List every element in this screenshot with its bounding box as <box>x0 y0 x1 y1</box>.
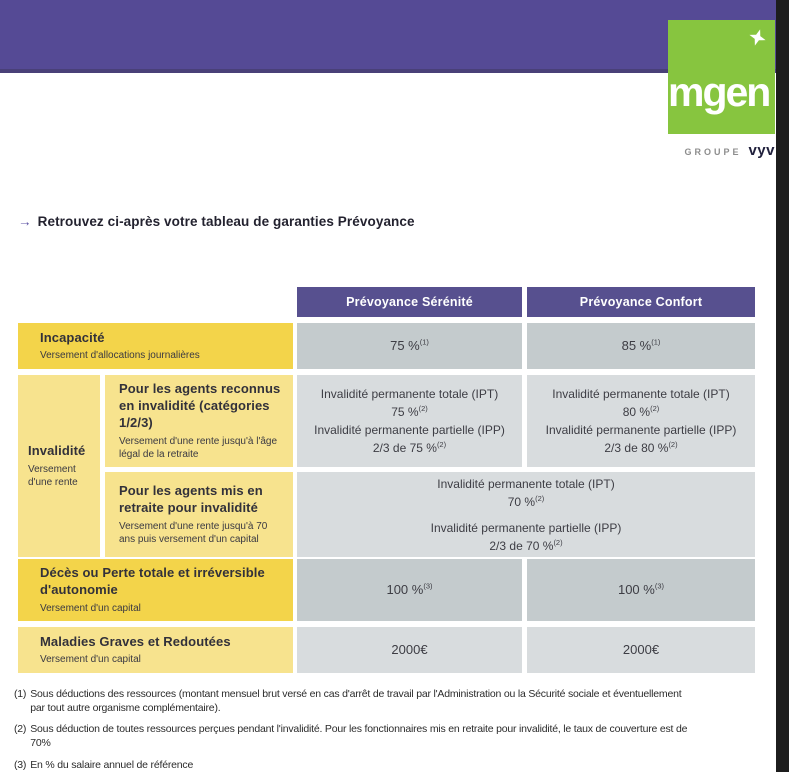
value-text: 2000€ <box>622 642 660 658</box>
row-label-invalidite <box>18 375 100 557</box>
row-subtitle: Versement d'allocations journalières <box>40 350 200 362</box>
mgen-logo-text: mgen <box>668 69 770 115</box>
value-agents-reconnus-confort <box>527 375 755 467</box>
subrow-title: Pour les agents mis en retraite pour invalidité <box>119 483 263 515</box>
footnote-ref: (1) <box>419 337 429 347</box>
footnote-marker: (3) <box>14 758 27 771</box>
column-header-serenite: Prévoyance Sérénité <box>297 287 522 317</box>
value-text: 100 % <box>386 582 424 598</box>
footnote-2 <box>14 723 694 750</box>
footnote-ref: (2) <box>436 440 447 449</box>
groupe-word: GROUPE <box>684 147 742 157</box>
footnotes <box>14 688 694 772</box>
value-text: 75 % <box>390 338 420 354</box>
value-incapacite-confort <box>527 323 755 369</box>
top-banner <box>0 0 776 73</box>
row-subtitle: Versement d'un capital <box>40 654 141 666</box>
value-text: 75 % <box>391 405 419 419</box>
vyv-wordmark: vyv <box>748 142 775 159</box>
value-incapacite-serenite <box>297 323 522 369</box>
subrow-title: Pour les agents reconnus en invalidité (catégories 1/2/3) <box>119 381 281 430</box>
value-text: 2000€ <box>391 642 428 658</box>
footnote-marker: (1) <box>14 688 27 700</box>
value-text: 70 % <box>507 494 536 509</box>
value-deces-confort <box>527 559 755 621</box>
footnote-ref: (2) <box>668 440 678 449</box>
row-label-maladies <box>18 627 293 673</box>
value-maladies-serenite <box>297 627 522 673</box>
row-subtitle: Versement d'un capital <box>40 602 141 614</box>
value-text: Invalidité permanente partielle (IPP) <box>545 423 737 437</box>
value-maladies-confort <box>527 627 755 673</box>
footnote-3 <box>14 759 694 772</box>
footnote-text: En % du salaire annuel de référence <box>30 758 194 771</box>
row-title: Décès ou Perte totale et irréversible d'autonomie <box>40 565 265 597</box>
value-agents-reconnus-serenite <box>297 375 522 467</box>
value-text: Invalidité permanente partielle (IPP) <box>430 520 622 535</box>
footnote-ref: (2) <box>535 493 545 503</box>
value-deces-serenite <box>297 559 522 621</box>
subrow-subtitle: Versement d'une rente jusqu'à 70 ans puis versement d'un capital <box>119 520 268 545</box>
footnote-1 <box>14 688 694 715</box>
value-text: Invalidité permanente partielle (IPP) <box>314 423 505 437</box>
page-title <box>18 214 415 229</box>
subrow-label-agents-retraite <box>105 472 293 557</box>
row-title: Invalidité <box>28 443 86 459</box>
page-title-text: Retrouvez ci-après votre tableau de garanties Prévoyance <box>37 214 415 229</box>
footnote-marker: (2) <box>14 723 27 736</box>
row-label-deces <box>18 559 293 621</box>
value-text: 2/3 de 80 % <box>604 441 669 455</box>
row-title: Incapacité <box>40 329 105 345</box>
value-text: 80 % <box>622 405 651 419</box>
row-title: Maladies Graves et Redoutées <box>40 633 231 649</box>
row-label-incapacite <box>18 323 293 369</box>
footnote-ref: (1) <box>651 337 661 347</box>
value-text: Invalidité permanente totale (IPT) <box>552 387 730 401</box>
value-text: 2/3 de 75 % <box>372 441 437 455</box>
mgen-logo <box>668 20 775 134</box>
footnote-ref: (2) <box>650 404 660 413</box>
scan-edge <box>776 0 789 772</box>
value-agents-retraite-merged <box>297 472 755 557</box>
footnote-text: Sous déduction de toutes ressources perçues pendant l'invalidité. Pour les fonctionnaires mis en retraite pour invalidité, le taux de couverture est de 70% <box>30 723 688 749</box>
subrow-label-agents-reconnus <box>105 375 293 467</box>
footnote-ref: (2) <box>418 404 428 413</box>
footnote-text: Sous déductions des ressources (montant mensuel brut versé en cas d'arrêt de travail par l'Administration ou la Sécurité sociale et éventuellement par tout autre organisme complémentaire). <box>30 688 682 714</box>
value-text: 2/3 de 70 % <box>489 538 554 553</box>
value-text: 85 % <box>621 338 652 354</box>
value-text: 100 % <box>617 582 655 598</box>
arrow-icon: → <box>18 214 32 229</box>
value-text: Invalidité permanente totale (IPT) <box>320 387 499 401</box>
subrow-subtitle: Versement d'une rente jusqu'à l'âge légal de la retraite <box>119 435 278 460</box>
footnote-ref: (2) <box>553 537 563 547</box>
star-icon <box>747 27 768 48</box>
footnote-ref: (3) <box>654 581 665 591</box>
footnote-ref: (3) <box>423 581 433 591</box>
groupe-vyv <box>684 142 775 159</box>
column-header-confort: Prévoyance Confort <box>527 287 755 317</box>
value-text: Invalidité permanente totale (IPT) <box>437 476 615 491</box>
row-subtitle: Versement d'une rente <box>28 463 78 488</box>
